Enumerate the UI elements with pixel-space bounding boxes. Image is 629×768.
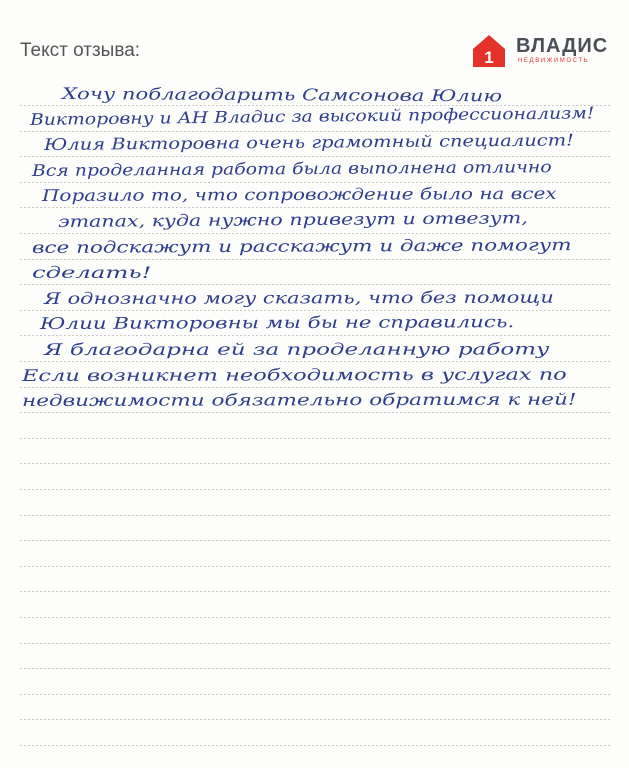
review-line: Юлия Викторовна очень грамотный специалист! (43, 130, 575, 154)
review-line: Викторовну и АН Владис за высокий профессионализм! (29, 103, 595, 129)
review-line: недвижимости обязательно обратимся к ней! (21, 389, 577, 410)
page-title: Текст отзыва: (20, 40, 141, 61)
review-line: все подскажут и расскажут и даже помогут (31, 235, 572, 257)
review-line: Хочу поблагодарить Самсонова Юлию (61, 84, 503, 106)
review-line: сделать! (32, 263, 152, 282)
review-line: Если возникнет необходимость в услугах по (21, 364, 567, 385)
logo-name: ВЛАДИС (516, 35, 609, 57)
logo-subtitle: НЕДВИЖИМОСТЬ (518, 58, 590, 64)
review-line: Я благодарна ей за проделанную работу (43, 339, 550, 359)
review-line: этапах, куда нужно привезут и отвезут, (57, 208, 528, 231)
review-line: Я однозначно могу сказать, что без помощи (43, 287, 554, 308)
review-line: Вся проделанная работа была выполнена отлично (31, 157, 552, 180)
logo-mark-glyph: 1 (484, 48, 494, 67)
review-line: Юлии Викторовны мы бы не справились. (39, 312, 515, 333)
review-line: Поразило то, что сопровождение было на всех (41, 183, 557, 205)
